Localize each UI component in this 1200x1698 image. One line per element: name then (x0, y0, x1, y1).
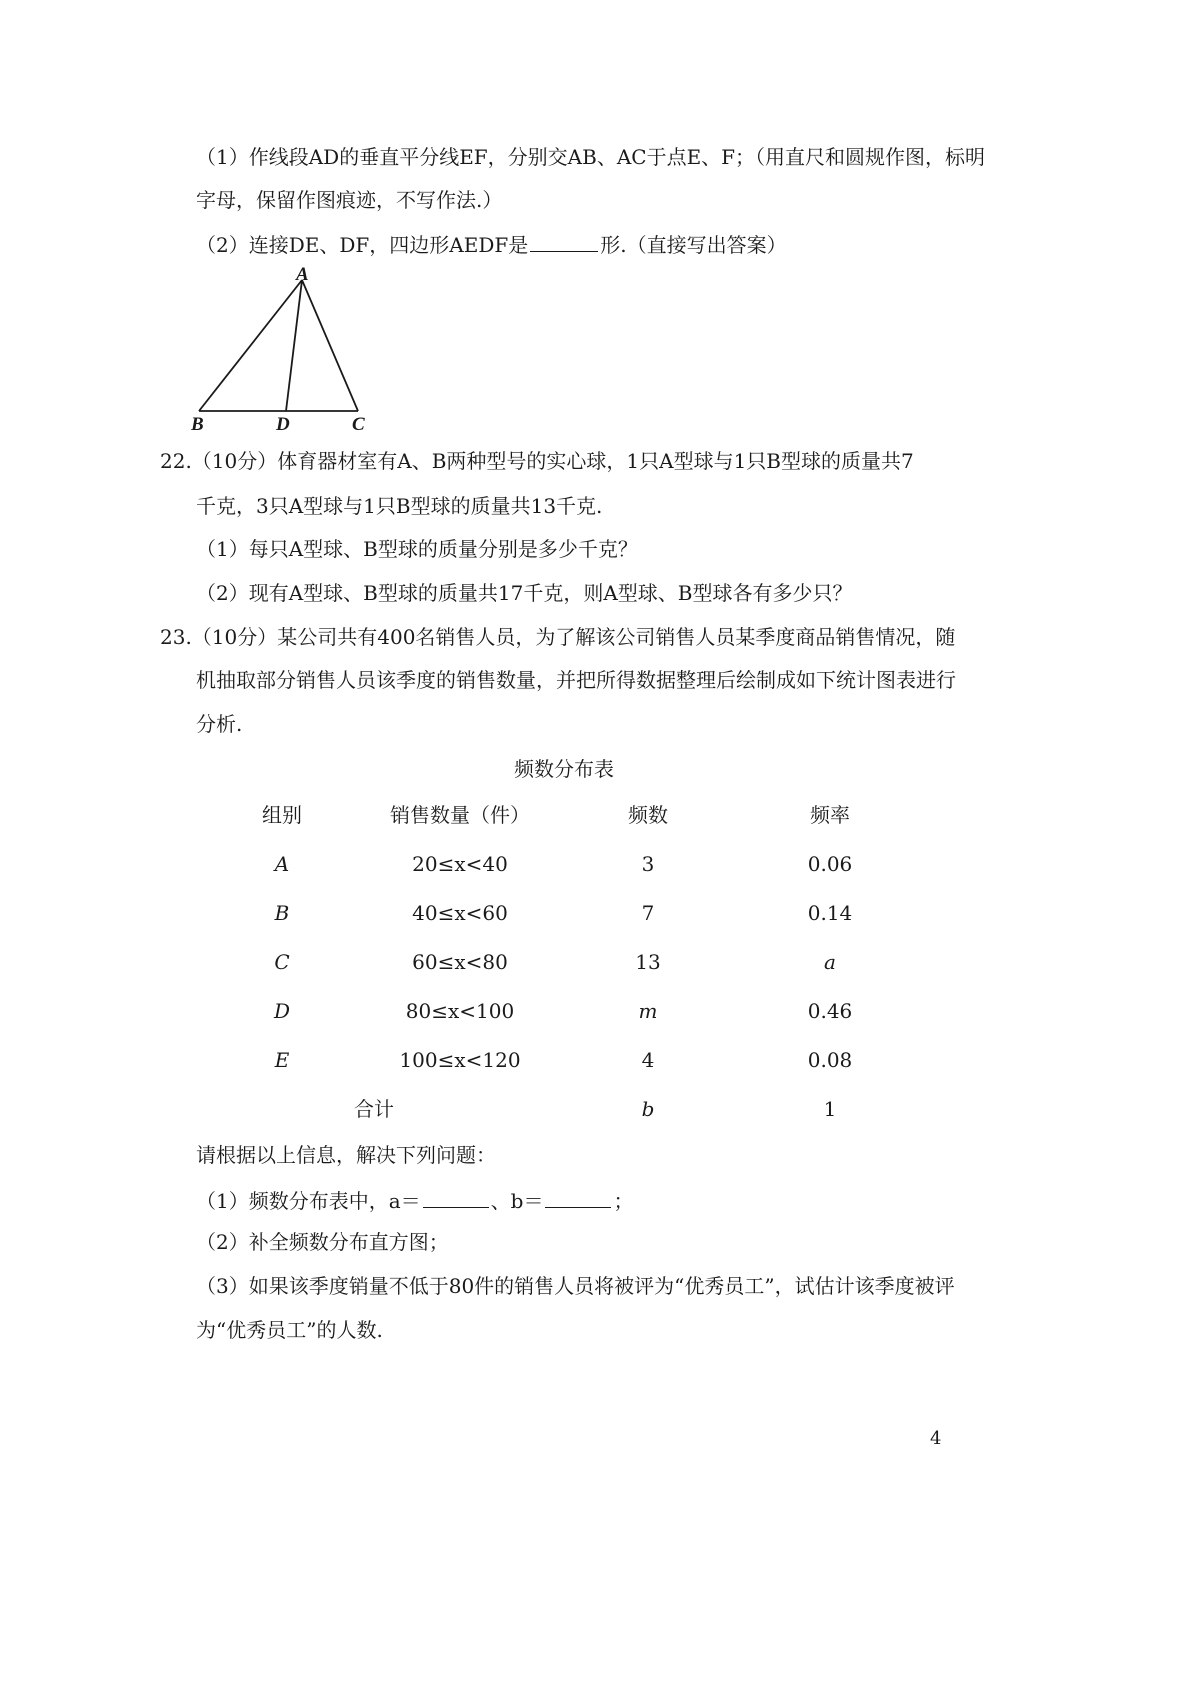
row-freq: m (638, 999, 658, 1023)
q23-line3: 分析. (196, 712, 243, 736)
q21-part2-text-after: 形.（直接写出答案） (600, 233, 787, 257)
label-a: A (296, 266, 309, 285)
page-number: 4 (930, 1428, 942, 1449)
q23-part3-line2: 为“优秀员工”的人数. (196, 1318, 383, 1342)
row-group: C (274, 950, 290, 974)
q23-part1 (196, 1185, 633, 1215)
triangle-figure (190, 266, 390, 436)
header-range: 销售数量（件） (390, 803, 530, 827)
row-range: 40≤x<60 (412, 901, 508, 925)
segment-ac (302, 280, 358, 411)
row-range: 60≤x<80 (412, 950, 508, 974)
row-rate: a (824, 950, 836, 974)
q23-part1-text-before: （1）频数分布表中，a＝ (196, 1189, 421, 1213)
row-range: 80≤x<100 (405, 999, 515, 1023)
row-freq: 3 (641, 852, 655, 876)
q23-part1-text-mid: 、b＝ (490, 1189, 544, 1213)
answer-blank-b (545, 1185, 611, 1208)
total-label: 合计 (354, 1097, 394, 1121)
q21-answer-blank (530, 229, 598, 252)
row-group: B (274, 901, 290, 925)
label-d: D (276, 414, 290, 435)
answer-blank-a (423, 1185, 489, 1208)
q22-line1: 22.（10分）体育器材室有A、B两种型号的实心球，1只A型球与1只B型球的质量共7 (160, 449, 914, 473)
header-rate: 频率 (810, 803, 850, 827)
q23-part1-text-after: ； (613, 1189, 634, 1213)
row-freq: 13 (635, 950, 661, 974)
row-rate: 0.46 (807, 999, 853, 1023)
row-group: D (273, 999, 291, 1023)
row-group: E (274, 1048, 290, 1072)
segment-ad (286, 280, 302, 411)
row-range: 20≤x<40 (412, 852, 508, 876)
row-freq: 4 (641, 1048, 655, 1072)
row-rate: 0.06 (807, 852, 853, 876)
row-rate: 0.08 (807, 1048, 853, 1072)
row-rate: 0.14 (807, 901, 853, 925)
label-b: B (191, 414, 204, 435)
q23-part3-line1: （3）如果该季度销量不低于80件的销售人员将被评为“优秀员工”，试估计该季度被评 (196, 1274, 955, 1298)
label-c: C (352, 414, 365, 435)
segment-ab (199, 280, 302, 411)
total-rate: 1 (823, 1097, 837, 1121)
q21-part2-text-before: （2）连接DE、DF，四边形AEDF是 (196, 233, 529, 257)
q21-part1-line2: 字母，保留作图痕迹，不写作法.） (196, 188, 503, 212)
table-title: 频数分布表 (514, 757, 614, 781)
q21-part2 (196, 229, 787, 259)
q23-line2: 机抽取部分销售人员该季度的销售数量，并把所得数据整理后绘制成如下统计图表进行 (196, 668, 956, 692)
q22-line2: 千克，3只A型球与1只B型球的质量共13千克. (196, 494, 603, 518)
q23-part2: （2）补全频数分布直方图； (196, 1230, 449, 1254)
header-group: 组别 (262, 803, 302, 827)
row-range: 100≤x<120 (399, 1048, 521, 1072)
q22-part1: （1）每只A型球、B型球的质量分别是多少千克？ (196, 537, 638, 561)
row-group: A (274, 852, 290, 876)
header-freq: 频数 (628, 803, 668, 827)
total-freq: b (641, 1097, 655, 1121)
q23-line1: 23.（10分）某公司共有400名销售人员，为了解该公司销售人员某季度商品销售情况，随 (160, 625, 956, 649)
row-freq: 7 (641, 901, 655, 925)
q23-instruction: 请根据以上信息，解决下列问题： (196, 1143, 496, 1167)
q22-part2: （2）现有A型球、B型球的质量共17千克，则A型球、B型球各有多少只？ (196, 581, 853, 605)
q21-part1-line1: （1）作线段AD的垂直平分线EF，分别交AB、AC于点E、F；（用直尺和圆规作图，标明 (196, 145, 986, 169)
